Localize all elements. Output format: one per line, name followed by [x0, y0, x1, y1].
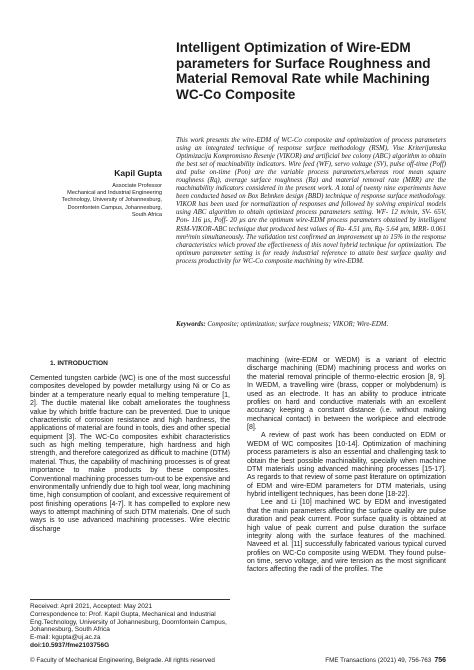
footnote-divider [30, 599, 230, 600]
page-number: 756 [434, 657, 446, 664]
section-heading-introduction: 1. INTRODUCTION [50, 360, 108, 367]
keywords-label: Keywords: [176, 321, 206, 328]
copyright-notice: © Faculty of Mechanical Engineering, Belgrade. All rights reserved [30, 657, 215, 664]
abstract: This work presents the wire-EDM of WC-Co composite and optimization of process parameters using an integrated technique of response surface methodology (RSM), Vise Kriterijumska Optimizacija Kompromisno Resenje (VIKOR) and artificial bee colony (ABC) algorithm to obtain the best set of machinability indicators. Wire feed (WF), servo voltage (SV), pulse off-time (Poff) and pulse on-time (Pon) are the variable process parameters,whereas root mean square roughness (Rq), average surface roughness (Ra) and material removal rate (MRR) are the machinability indicators considered in the present work. A total of twenty nine experiments have been conducted based on Box Behnken design (BBD) technique of response surface methodology. VIKOR has been used for normalization of responses and followed by solving empirical models using ABC algorithm to obtain optimized process parameters setting. WF- 12 m/min, SV- 65V, Pon- 116 µs, Poff- 20 µs are the optimum wire-EDM process parameters obtained by intelligent RSM-VIKOR-ABC technique that produced best values of Ra- 4.51 µm, Rq- 5.64 µm, MRR- 0.061 mm³/min simultaneously. The validation test confirmed an improvement up to 15% in the response characteristics which proved the effectiveness of this novel hybrid technique for optimization. The optimum parameter setting is for ready industrial reference to attain best surface quality and process productivity for WC-Co composite machining by wire-EDM. [176, 137, 446, 265]
footnote [30, 603, 235, 650]
paper-title: Intelligent Optimization of Wire-EDM parameters for Surface Roughness and Material Removal Rate while Machining WC-Co Composite [176, 40, 431, 102]
author-name: Kapil Gupta [114, 168, 162, 178]
affiliation-line: Associate Professor [112, 183, 162, 189]
affiliation-line: Mechanical and Industrial Engineering [67, 190, 162, 197]
keywords [176, 321, 446, 329]
email: E-mail: kgupta@uj.ac.za [30, 634, 101, 642]
author-affiliation [30, 183, 162, 219]
received-dates: Received: April 2021, Accepted: May 2021 [30, 603, 153, 610]
paragraph: Lee and Li [10] machined WC by EDM and investigated that the main parameters affecting the surface quality are pulse duration and peak current. Poor surface quality is obtained at high value of peak current and pulse duration the surface integrity along with the surface features of the machined. Naveed et al. [11] successfully fabricated various typical curved profiles on WC-Co composite using WEDM. They found pulse-on time, servo voltage, and wire tension as the most significant factors affecting the radii of the profiles. The [247, 499, 446, 574]
affiliation-line: Doornfontein Campus, Johannesburg, [67, 204, 162, 211]
paragraph: machining (wire-EDM or WEDM) is a variant of electric discharge machining (EDM) machining process and works on the material removal principle of thermo-electric erosion [8, 9]. In WEDM, a travelling wire (brass, copper or molybdenum) is used as an electrode. It has an ability to produce intricate profiles on hard and conductive materials with an excellent accuracy keeping a constant distance (i.e. without making mechanical contact) in between the workpiece and electrode [8]. [247, 357, 446, 431]
affiliation-line: South Africa [131, 211, 162, 218]
introduction-right-column [247, 357, 446, 575]
journal-citation: FME Transactions (2021) 49, 756-763 [325, 657, 432, 664]
author-block [30, 168, 162, 219]
introduction-left-column: Cemented tungsten carbide (WC) is one of the most successful composites developed by powder metallurgy using Ni or Co as binder at a temperature nearly equal to melting temperature [1, 2]. The ductile material like cobalt ameliorates the toughness value by which brittle fracture can be prevented. Due to unique characteristic of corrosion resistance and high hardness, the applications of material are found in tools, dies and other special equipment [3]. The WC-Co composites exhibit characteristics such as high melting temperature, high hardness and high strength, and therefore categorized as difficult to machine (DTM) material. Thus, the capability of machining processes is of great importance to make products by these composites. Conventional machining processes turn-out to be expensive and environmentally unfriendly due to high tool wear, long machining time, high consumption of coolant, and excessive requirement of post finishing operations [4-7]. It has compelled to explore new ways to attempt machining of such DTM materials. One of such ways is to use advanced machining processes. Wire electric discharge [30, 375, 230, 533]
correspondence: Correspondence to: Prof. Kapil Gupta, Mechanical and Industrial Eng.Technology, University of Johannesburg, Doornfontein Campus, Johannesburg, South Africa [30, 610, 227, 634]
journal-footer [325, 657, 446, 664]
paragraph: A review of past work has been conducted on EDM or WEDM of WC composites [10-14]. Optimization of machining process parameters is also an essential and challenging task to obtain the best possible machinability, specially when machine DTM materials using advanced machining processes [15-17]. As regards to that review of some past literature on optimization of EDM and wire-EDM parameters for DTM materials, using hybrid intelligent techniques, has been done [18-22]. [247, 432, 446, 498]
doi: doi:10.5937/fme2103756G [30, 641, 110, 649]
keywords-text: Composite; optimization; surface roughness; VIKOR; Wire-EDM. [205, 321, 389, 328]
affiliation-line: Technology, University of Johannesburg, [61, 197, 162, 204]
